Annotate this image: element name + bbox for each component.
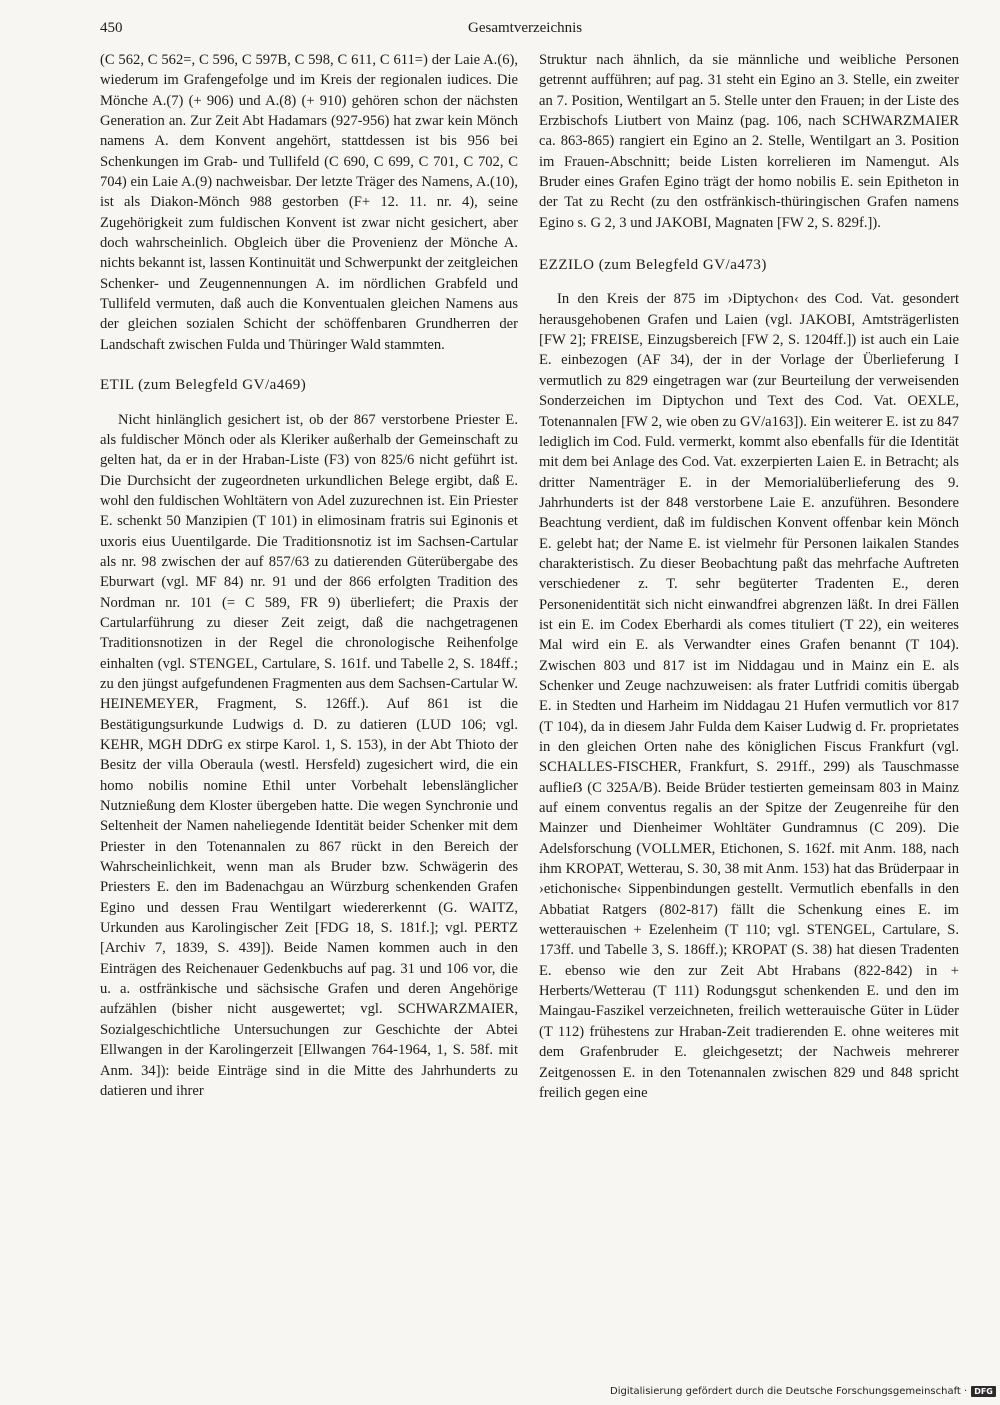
section-heading-ezzilo: EZZILO (zum Belegfeld GV/a473)	[539, 257, 767, 274]
page-number: 450	[100, 20, 123, 36]
left-column	[100, 50, 518, 1101]
dfg-logo: DFG	[971, 1386, 996, 1397]
right-column	[539, 50, 959, 1103]
paragraph-etil: Nicht hinlänglich gesichert ist, ob der 867 verstorbene Priester E. als fuldischer Mönch oder als Kleriker außerhalb der Gemeinschaft zu gelten hat, da er in der Hraban-Liste (F3) von 825/6 nicht geführt ist. Die Durchsicht der zugeordneten urkundlichen Belege ergibt, daß E. wohl den fuldischen Wohltätern von Adel zuzurechnen ist. Ein Priester E. schenkt 50 Manzipien (T 101) in elimosinam fratris sui Eginonis et uxoris eius Uuentilgarde. Die Traditionsnotiz ist im Sachsen-Cartular als nr. 98 zwischen der auf 857/63 zu datierenden Güterübergabe des Eburwart (vgl. MF 84) nr. 91 und der 866 erfolgten Tradition des Nordman nr. 101 (= C 589, FR 9) überliefert; die Praxis der Cartularführung zu dieser Zeit zeigt, daß die nachgetragenen Traditionsnotizen in der Regel die chronologische Reihenfolge einhalten (vgl. STENGEL, Cartulare, S. 161f. und Tabelle 2, S. 184ff.; zu den jüngst aufgefundenen Fragmenten aus dem Sachsen-Cartular W. HEINEMEYER, Fragment, S. 126ff.). Auf 861 ist die Bestätigungsurkunde Ludwigs d. D. zu datieren (LUD 106; vgl. KEHR, MGH DDrG ex stirpe Karol. 1, S. 153), in der Abt Thioto der Besitz der villa Oberaula (westl. Hersfeld) zugesichert wird, die ein homo nobilis nomine Ethil unter Vorbehalt lebenslänglicher Nutznießung dem Kloster übergeben hatte. Die wegen Synchronie und Seltenheit der Namen naheliegende Identität beider Schenker mit dem Priester in den Totenannalen zu 867 rückt in den Bereich der Wahrscheinlichkeit, wenn man als Bruder bzw. Schwägerin des Priesters E. den im Badenachgau an Würzburg schenkenden Grafen Egino und dessen Frau Wentilgart wiedererkennt (G. WAITZ, Urkunden aus Karolingischer Zeit [FDG 18, S. 181f.]; vgl. PERTZ [Archiv 7, 1839, S. 439]). Beide Namen kommen auch in den Einträgen des Reichenauer Gedenkbuchs auf pag. 31 und 106 vor, die u. a. ostfränkische und sächsische Grafen und deren Angehörige aufzählen (bisher nicht ausgewertet; vgl. SCHWARZMAIER, Sozialgeschichtliche Untersuchungen zur Geschichte der Abtei Ellwangen in der Karolingerzeit [Ellwangen 764-1964, 1, S. 58f. mit Anm. 34]): beide Einträge sind in die Mitte des Jahrhunderts zu datieren und ihrer	[100, 411, 518, 1099]
section-heading-etil: ETIL (zum Belegfeld GV/a469)	[100, 377, 307, 394]
digitization-footer	[610, 1386, 996, 1397]
paragraph-etil-continued: Struktur nach ähnlich, da sie männliche und weibliche Personen getrennt aufführen; auf pag. 31 steht ein Egino an 3. Stelle, ein zweiter an 7. Position, Wentilgart an 5. Stelle unter den Frauen; in der Liste des Erzbischofs Liutbert von Mainz (pag. 106, nach SCHWARZMAIER ca. 863-865) rangiert ein Egino an 2. Stelle, Wentilgart an 3. Position im Frauen-Abschnitt; beide Listen korrelieren im Namengut. Als Bruder eines Grafen Egino trägt der homo nobilis E. sein Epitheton in der Tat zu Recht (zu den ostfränkisch-thüringischen Grafen namens Egino s. G 2, 3 und JAKOBI, Magnaten [FW 2, S. 829f.]).	[539, 52, 959, 231]
paragraph-ezzilo: In den Kreis der 875 im ›Diptychon‹ des Cod. Vat. gesondert herausgehobenen Grafen und Laien (vgl. JAKOBI, Amtsträgerlisten [FW 2]; FREISE, Einzugsbereich [FW 2, S. 1204ff.]) ist auch ein Laie E. einbezogen (AF 34), der in der Vorlage der Überlieferung I vermutlich zu 829 eingetragen war (zur Beurteilung der verweisenden Sonderzeichen im Diptychon und Text des Cod. Vat. OEXLE, Totenannalen [FW 2, wie oben zu GV/a163]). Ein weiterer E. ist zu 847 lediglich im Cod. Fuld. vermerkt, kommt also ebenfalls für die Identität mit dem bei Anlage des Cod. Vat. exzerpierten Laien E. in Betracht; als dritter Namenträger E. in der Memorialüberlieferung des 9. Jahrhunderts ist der 848 verstorbene Laie E. anzuführen. Besondere Beachtung verdient, daß im fuldischen Konvent offenbar kein Mönch E. gelebt hat; der Name E. ist vielmehr für Personen laikalen Standes charakteristisch. Zu dieser Beobachtung paßt das mehrfache Auftreten verschiedener z. T. sehr begüterter Tradenten E., deren Personenidentität sich nicht einwandfrei abgrenzen läßt. In drei Fällen ist ein E. im Codex Eberhardi als comes tituliert (T 22), ein weiteres Mal wird ein E. als Verwandter eines Grafen benannt (T 104). Zwischen 803 und 817 ist im Niddagau und in Mainz ein E. als Schenker und Zeuge nachzuweisen: als frater Lutfridi comitis übergab E. in Stedten und Harheim im Niddagau 21 Hufen vermutlich vor 817 (T 104), da in diesem Jahr Fulda dem Kaiser Ludwig d. Fr. proprietates in den gleichen Orten nahe des königlichen Fiscus Frankfurt (vgl. SCHALLES-FISCHER, Frankfurt, S. 291ff., 299) als Tauschmasse auflieẞ (C 325A/B). Beide Brüder testierten gemeinsam 803 in Mainz auf einem conventus regalis an der Spitze der Zeugenreihe für den Mainzer und Dienheimer Wohltäter Gundramnus (C 209). Die Adelsforschung (VOLLMER, Etichonen, S. 162f. mit Anm. 188, nach ihm KROPAT, Wetterau, S. 30, 38 mit Anm. 153) hat das Brüderpaar in ›etichonische‹ Sippenbindungen gestellt. Vermutlich ebenfalls in den Abbatiat Ratgers (802-817) fällt die Schenkung eines E. im wetterauischen + Ezelenheim (T 110; vgl. STENGEL, Cartulare, S. 173ff. und Tabelle 3, S. 186ff.); KROPAT (S. 38) hat diesen Tradenten E. ebenso wie den zur Zeit Abt Hrabans (822-842) in + Herberts/Wetterau (T 111) Rodungsgut schenkenden E. und den im Maingau-Faszikel verzeichneten, freilich wetterauische Güter in Lüder (T 112) frühestens zur Hraban-Zeit tradierenden E. ohne weiteres mit dem Grafenbruder E. gleichgesetzt; der Nachweis mehrerer Zeitgenossen E. in den Totenannalen zwischen 829 und 848 spricht freilich gegen eine	[539, 291, 959, 1101]
footer-credit: Digitalisierung gefördert durch die Deutsche Forschungsgemeinschaft ·	[610, 1386, 968, 1397]
running-head: Gesamtverzeichnis	[468, 20, 583, 36]
paragraph-aginulf-continued: (C 562, C 562=, C 596, C 597B, C 598, C 611, C 611=) der Laie A.(6), wiederum im Grafengefolge und im Kreis der regionalen iudices. Die Mönche A.(7) (+ 906) und A.(8) (+ 910) gehören schon der nächsten Generation an. Zur Zeit Abt Hadamars (927-956) hat zwar kein Mönch namens A. dem Konvent angehört, stattdessen ist bis 956 bei Schenkungen im Grab- und Tullifeld (C 690, C 699, C 701, C 702, C 704) ein Laie A.(9) nachweisbar. Der letzte Träger des Namens, A.(10), ist als Diakon-Mönch 988 gestorben (F+ 12. 11. nr. 4), seine Zugehörigkeit zum fuldischen Konvent ist zwar nicht gesichert, aber doch wahrscheinlich. Obgleich über die Provenienz der Mönche A. nichts bekannt ist, lassen Kontinuität und Schwerpunkt der zeitgleichen Schenker- und Zeugennennungen A. im nördlichen Grabfeld und Tullifeld vermuten, daß auch die Konventualen gleichen Namens aus der gleichen sozialen Schicht der schöffenbaren Grundherren der Landschaft zwischen Fulda und Thüringer Wald stammten.	[100, 52, 518, 353]
